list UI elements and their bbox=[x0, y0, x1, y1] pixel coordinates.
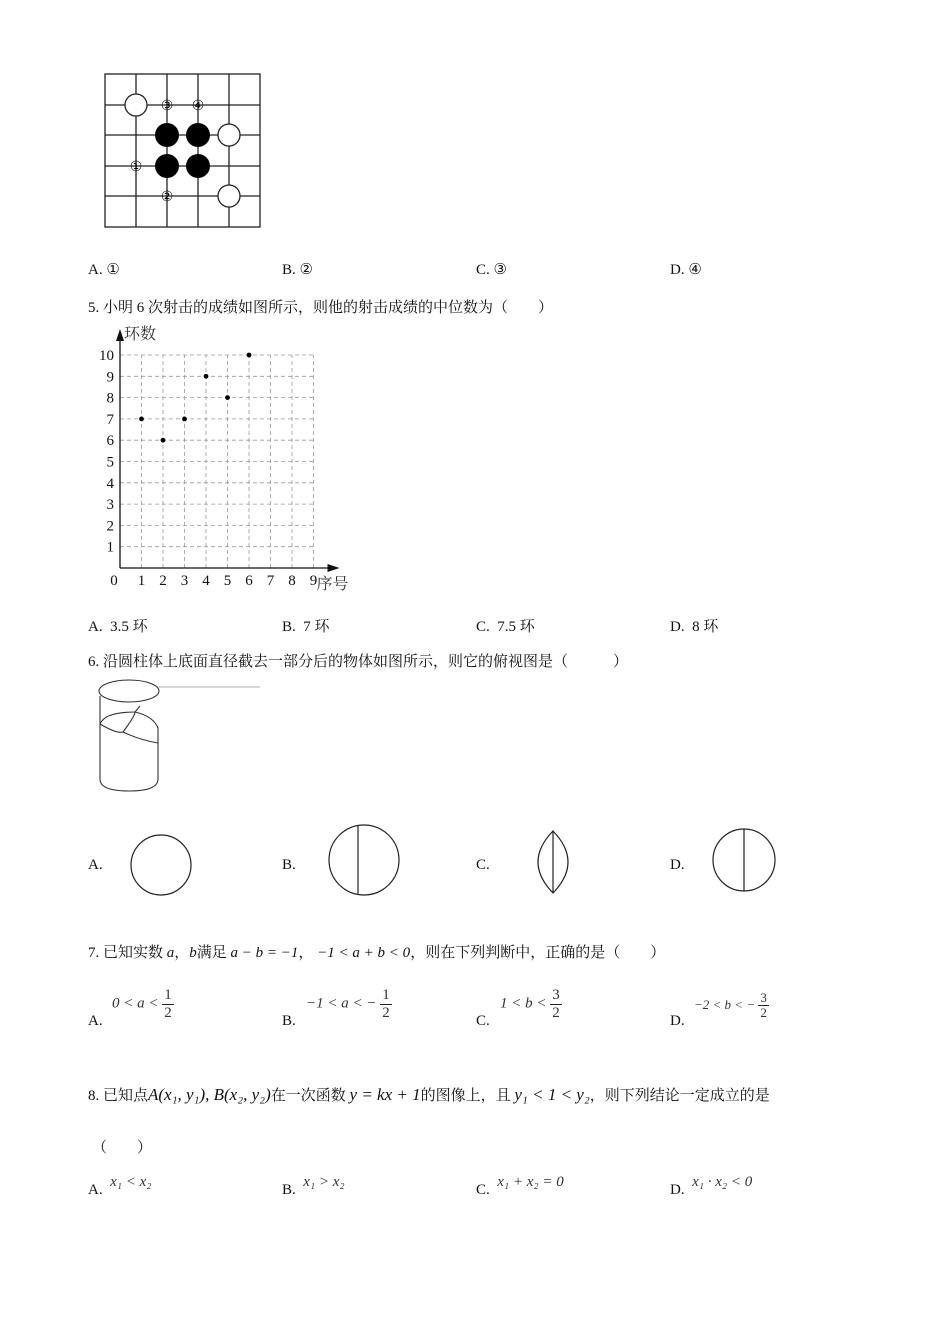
q6-option-b-label: B. bbox=[282, 857, 296, 873]
linear-function: y = kx + 1 bbox=[349, 1085, 421, 1104]
option-label: B. bbox=[282, 1182, 296, 1198]
x-tick-label: 3 bbox=[180, 573, 189, 589]
q6-option-d-label: D. bbox=[670, 857, 685, 873]
option-text: 3.5 环 bbox=[110, 619, 148, 635]
q6-option-d-figure[interactable] bbox=[710, 826, 778, 894]
option-text: ② bbox=[299, 262, 313, 278]
denominator: 2 bbox=[382, 1004, 390, 1021]
black-stone bbox=[155, 154, 179, 178]
q7-option-a-label: A. bbox=[88, 1013, 103, 1029]
q6-option-c-label: C. bbox=[476, 857, 490, 873]
black-stone bbox=[186, 123, 210, 147]
y-inequality: y₁ < 1 < y₂ bbox=[514, 1085, 590, 1104]
go-board-figure bbox=[100, 70, 265, 232]
white-stone bbox=[218, 185, 240, 207]
q4-option-d[interactable] bbox=[670, 260, 702, 279]
q7-option-a[interactable] bbox=[112, 987, 174, 1021]
q7-option-b-label: B. bbox=[282, 1013, 296, 1029]
q5-option-d[interactable] bbox=[670, 615, 718, 636]
y-tick-label: 6 bbox=[106, 433, 114, 450]
x-tick-label: 0 bbox=[110, 573, 118, 589]
q5-option-c[interactable] bbox=[476, 615, 535, 636]
data-point bbox=[225, 395, 230, 400]
q8-stem-text: 在一次函数 bbox=[270, 1088, 346, 1104]
q8-stem-text: ，则下列结论一定成立的是 bbox=[589, 1088, 770, 1104]
q7-stem-text: ，则在下列判断中，正确的是（ ） bbox=[410, 945, 666, 961]
option-text: ① bbox=[106, 262, 120, 278]
y-tick-label: 2 bbox=[106, 518, 114, 535]
numerator: 1 bbox=[382, 987, 390, 1003]
y-tick-label: 3 bbox=[106, 497, 114, 514]
y-tick-label: 5 bbox=[106, 454, 114, 471]
x-tick-label: 2 bbox=[159, 573, 167, 589]
mark-1: ① bbox=[129, 160, 143, 175]
mark-2: ② bbox=[160, 190, 174, 205]
q5-option-a[interactable] bbox=[88, 615, 148, 636]
fraction bbox=[758, 991, 769, 1021]
q7-option-b[interactable] bbox=[306, 987, 392, 1021]
denominator: 2 bbox=[552, 1004, 560, 1021]
x-tick-label: 9 bbox=[309, 573, 318, 589]
data-point bbox=[182, 417, 187, 422]
numerator: 1 bbox=[164, 987, 172, 1003]
option-label: A. bbox=[88, 1182, 103, 1198]
option-label: C. bbox=[476, 262, 490, 278]
x-tick-label: 1 bbox=[137, 573, 146, 589]
q7-option-d[interactable] bbox=[694, 991, 769, 1021]
option-text: 8 环 bbox=[692, 619, 719, 635]
fraction bbox=[380, 987, 392, 1021]
data-point bbox=[161, 438, 166, 443]
y-tick-label: 4 bbox=[106, 475, 114, 492]
points-ab: A(x₁, y₁), B(x₂, y₂) bbox=[148, 1085, 271, 1104]
q8-option-c[interactable] bbox=[476, 1174, 564, 1199]
q8-option-d[interactable] bbox=[670, 1174, 753, 1199]
x-tick-label: 5 bbox=[223, 573, 232, 589]
q7-option-c-label: C. bbox=[476, 1013, 490, 1029]
q6-option-a-figure[interactable] bbox=[128, 832, 194, 898]
condition-2: −1 < a + b < 0 bbox=[317, 945, 411, 961]
q7-stem-text: 7. 已知实数 bbox=[88, 945, 164, 961]
var-a: a bbox=[166, 945, 175, 961]
y-tick-label: 7 bbox=[106, 411, 114, 428]
data-point bbox=[247, 353, 252, 358]
q6-stem: 6. 沿圆柱体上底面直径截去一部分后的物体如图所示，则它的俯视图是（ ） bbox=[88, 654, 629, 670]
option-label: D. bbox=[670, 1182, 685, 1198]
option-text: 7.5 环 bbox=[497, 619, 535, 635]
fraction bbox=[162, 987, 174, 1021]
y-axis-label: 环数 bbox=[124, 326, 157, 343]
q8-stem bbox=[88, 1084, 770, 1105]
option-math: x₁ + x₂ = 0 bbox=[497, 1174, 564, 1190]
white-stone bbox=[125, 94, 147, 116]
option-label: A. bbox=[88, 619, 103, 635]
option-math: x₁ < x₂ bbox=[110, 1174, 152, 1190]
option-math: x₁ > x₂ bbox=[303, 1174, 345, 1190]
denominator: 2 bbox=[760, 1005, 767, 1021]
inequality: 1 < b < bbox=[500, 995, 547, 1012]
data-point bbox=[139, 417, 144, 422]
x-tick-label: 6 bbox=[245, 573, 253, 589]
x-axis-label: 序号 bbox=[316, 576, 349, 593]
y-axis-arrow bbox=[116, 329, 124, 341]
q4-option-a[interactable] bbox=[88, 260, 120, 279]
option-label: C. bbox=[476, 1182, 490, 1198]
q8-option-b[interactable] bbox=[282, 1174, 345, 1199]
condition-1: a − b = −1 bbox=[230, 945, 299, 961]
y-tick-label: 9 bbox=[106, 369, 114, 386]
q6-option-b-figure[interactable] bbox=[324, 824, 404, 896]
option-text: ④ bbox=[688, 262, 702, 278]
numerator: 3 bbox=[760, 990, 767, 1005]
q6-option-c-figure[interactable] bbox=[523, 828, 583, 896]
black-stone bbox=[186, 154, 210, 178]
punct: ， bbox=[174, 945, 190, 961]
mark-3: ③ bbox=[160, 99, 174, 114]
inequality: 0 < a < bbox=[112, 995, 159, 1012]
q7-option-d-label: D. bbox=[670, 1013, 685, 1029]
q6-option-a-label: A. bbox=[88, 857, 103, 873]
inequality: −2 < b < − bbox=[694, 996, 756, 1012]
cut-cylinder-figure bbox=[95, 676, 265, 798]
x-tick-label: 4 bbox=[202, 573, 210, 589]
y-tick-label: 1 bbox=[106, 539, 114, 556]
fraction bbox=[550, 987, 562, 1021]
q4-option-c[interactable] bbox=[476, 260, 507, 279]
q8-option-a[interactable] bbox=[88, 1174, 152, 1199]
option-text: 7 环 bbox=[303, 619, 330, 635]
q5-stem: 5. 小明 6 次射击的成绩如图所示，则他的射击成绩的中位数为（ ） bbox=[88, 300, 554, 316]
data-point bbox=[204, 374, 209, 379]
option-text: ③ bbox=[493, 262, 507, 278]
white-stone bbox=[218, 124, 240, 146]
var-b: b bbox=[189, 945, 197, 961]
q5-option-b[interactable] bbox=[282, 615, 330, 636]
q7-stem-text: 满足 bbox=[196, 945, 227, 961]
option-label: B. bbox=[282, 619, 296, 635]
black-stone bbox=[155, 123, 179, 147]
mark-4: ④ bbox=[191, 99, 205, 114]
option-label: C. bbox=[476, 619, 490, 635]
q7-option-c[interactable] bbox=[500, 987, 562, 1021]
denominator: 2 bbox=[164, 1004, 172, 1021]
x-axis-arrow bbox=[328, 564, 340, 572]
y-tick-label: 8 bbox=[106, 390, 114, 407]
x-tick-label: 8 bbox=[288, 573, 296, 589]
option-math: x₁ · x₂ < 0 bbox=[692, 1174, 753, 1190]
score-scatter-chart bbox=[95, 322, 360, 594]
option-label: D. bbox=[670, 262, 685, 278]
inequality: −1 < a < − bbox=[306, 995, 377, 1012]
option-label: B. bbox=[282, 262, 296, 278]
q4-option-b[interactable] bbox=[282, 260, 313, 279]
q8-stem-text: 的图像上，且 bbox=[420, 1088, 511, 1104]
punct: ， bbox=[298, 945, 314, 961]
option-label: A. bbox=[88, 262, 103, 278]
option-label: D. bbox=[670, 619, 685, 635]
numerator: 3 bbox=[552, 987, 560, 1003]
y-tick-label: 10 bbox=[99, 348, 114, 364]
x-tick-label: 7 bbox=[266, 573, 275, 589]
q7-stem bbox=[88, 941, 665, 962]
q8-answer-paren: （ ） bbox=[92, 1140, 153, 1156]
q8-stem-text: 8. 已知点 bbox=[88, 1088, 149, 1104]
